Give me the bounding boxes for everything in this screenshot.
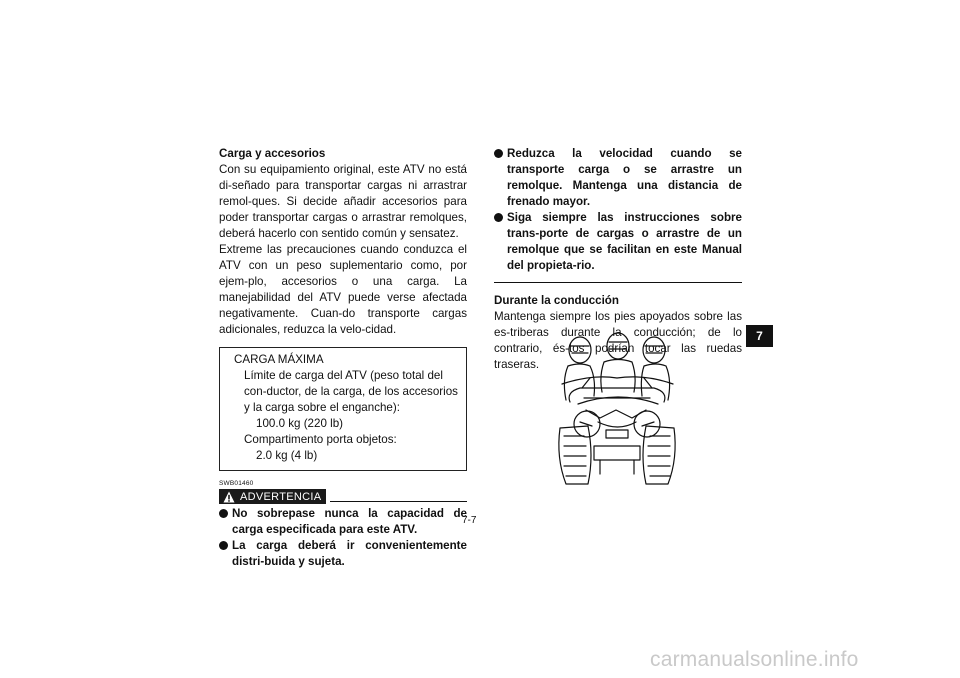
list-item: La carga deberá ir convenientemente distri-buida y sujeta. (219, 538, 467, 570)
atv-riders-illustration (554, 326, 680, 496)
warning-rule (330, 501, 467, 502)
compartment-value: 2.0 kg (4 lb) (256, 449, 318, 462)
warning-header (219, 489, 467, 504)
paragraph-load-intro: Con su equipamiento original, este ATV no está di-señado para transportar cargas ni arrastrar remol-ques. Si decide añadir accesorios para poder transportar cargas o arrastrar remolques, deberá hacerlo con sentido común y sensatez. (219, 163, 467, 240)
paragraph-load-caution: Extreme las precauciones cuando conduzca el ATV con un peso suplementario como, por ejem-plo, accesorios o una carga. La manejabilidad del ATV puede verse afectada negativamente. Cuan-do transporte cargas adicionales, reduzca la velo-cidad. (219, 243, 467, 336)
compartment-label: Compartimento porta objetos: (244, 433, 397, 446)
max-load-limit-text: Límite de carga del ATV (peso total del con-ductor, de la carga, de los accesorios y la carga sobre el enganche): (244, 369, 458, 414)
max-load-limit-value: 100.0 kg (220 lb) (256, 417, 344, 430)
max-load-box (219, 347, 467, 471)
paragraph-riding: Mantenga siempre los pies apoyados sobre las es-triberas durante la conducción; de lo contrario, és-tos podrían tocar las ruedas traseras. (494, 310, 742, 371)
warning-code: SWB01460 (219, 480, 254, 487)
warning-end-rule (494, 282, 742, 283)
bullet-icon (219, 541, 228, 550)
left-column (219, 146, 467, 570)
bullet-icon (494, 149, 503, 158)
section-heading-riding: Durante la conducción (494, 294, 619, 307)
chapter-tab: 7 (746, 325, 773, 347)
bullet-icon (494, 213, 503, 222)
list-item: No sobrepase nunca la capacidad de carga especificada para este ATV. (219, 506, 467, 538)
list-item: Siga siempre las instrucciones sobre trans-porte de cargas o arrastre de un remolque que se facilitan en este Manual del propieta-rio. (494, 210, 742, 274)
list-item: Reduzca la velocidad cuando se transporte carga o se arrastre un remolque. Mantenga una distancia de frenado mayor. (494, 146, 742, 210)
warning-label: ADVERTENCIA (240, 490, 322, 503)
bullet-icon (219, 509, 228, 518)
max-load-title: CARGA MÁXIMA (234, 353, 324, 366)
warning-list-right (494, 146, 742, 274)
warning-list-left (219, 506, 467, 570)
warning-triangle-icon (223, 491, 235, 503)
page-number: 7-7 (462, 515, 477, 526)
watermark: carmanualsonline.info (650, 648, 859, 671)
section-heading-load: Carga y accesorios (219, 147, 326, 160)
warning-badge (219, 489, 326, 504)
